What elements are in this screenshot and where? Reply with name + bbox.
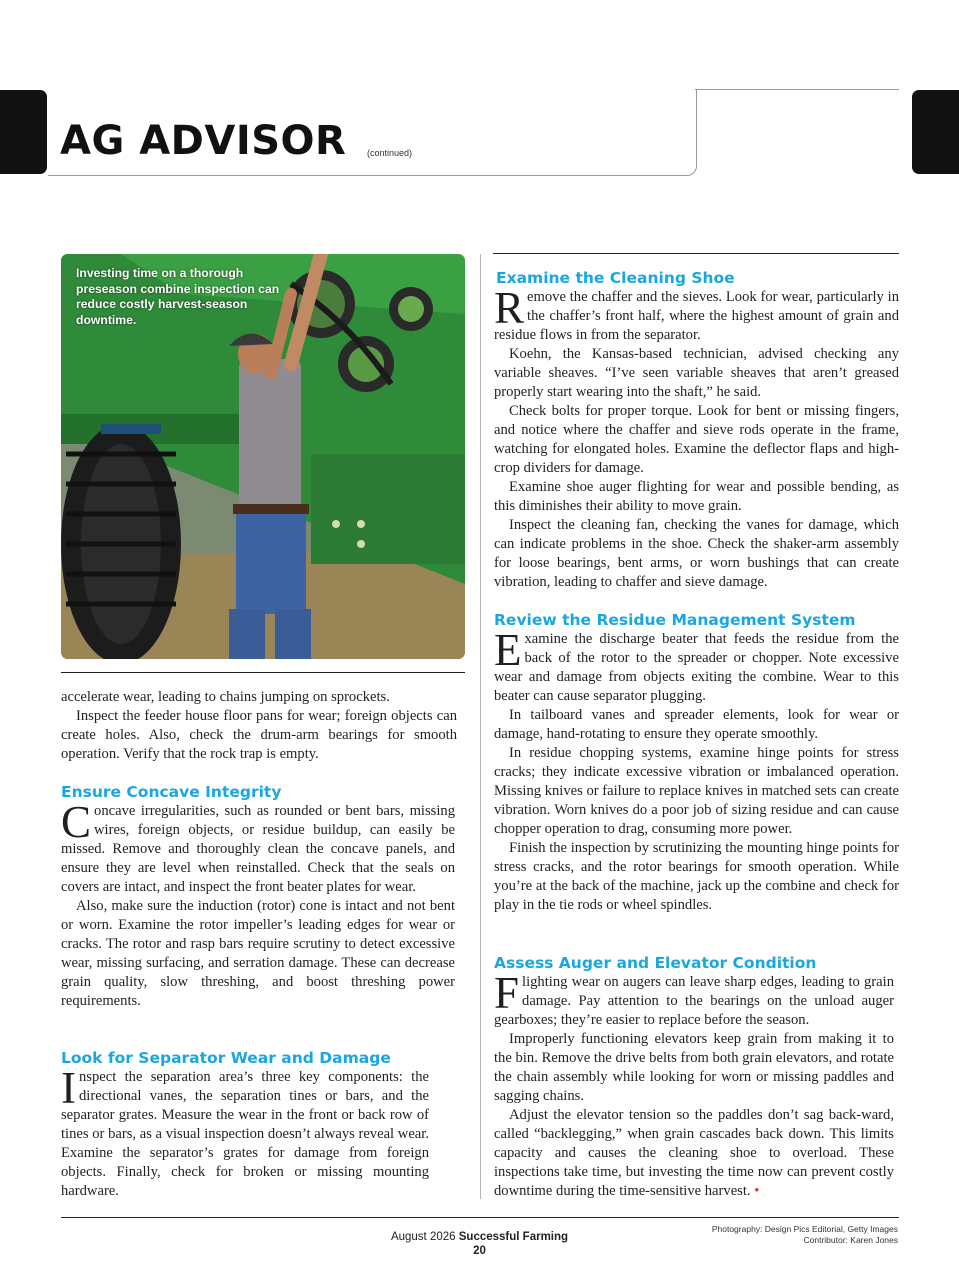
paragraph: emove the chaffer and the sieves. Look for wear, particularly in the chaffer’s front half, where the highest amount of grain and residue flows in from the separator. <box>494 289 899 343</box>
section-cleaning-shoe <box>494 283 899 592</box>
right-column-rule <box>493 253 899 254</box>
photo-credit: Photography: Design Pics Editorial, Getty Images <box>711 1224 898 1234</box>
paragraph: Also, make sure the induction (rotor) cone is intact and not bent or worn. Examine the rotor impeller’s leading edges for wear or cracks. The rotor and rasp bars require scrutiny to detect excessive wear, missing surfacing, and serration damage. These can decrease grain quality, slow threshing, and boost threshing power requirements. <box>61 898 455 1009</box>
photo-caption: Investing time on a thorough preseason combine inspection can reduce costly harvest-season downtime. <box>76 266 280 327</box>
paragraph: xamine the discharge beater that feeds the residue from the back of the rotor to the spreader or chopper. Note excessive wear and damage from objects exiting the combine. Wear to this beater can cause separator plugging. <box>494 631 899 704</box>
paragraph: In residue chopping systems, examine hinge points for stress cracks; they indicate excessive vibration or imbalanced operation. Missing knives or failure to replace knives in matched sets can create vibration. Worn knives do a poor job of sizing residue and can cause chopper operation to drag, consuming more power. <box>494 745 899 837</box>
section-auger <box>494 968 894 1201</box>
footer-magazine: Successful Farming <box>458 1231 569 1243</box>
department-subtitle: (continued) <box>367 148 413 158</box>
section-separator <box>61 1063 429 1201</box>
contributor-credit: Contributor: Karen Jones <box>803 1235 898 1245</box>
paragraph: Koehn, the Kansas-based technician, advised checking any variable sheaves. “I’ve seen variable sheaves that aren’t greased properly start wearing into the shaft,” he said. <box>494 346 899 400</box>
drop-cap: C <box>61 797 92 847</box>
paragraph: nspect the separation area’s three key components: the directional vanes, the separation tines or bars, and the separator grates. Measure the wear in the front or back row of tines or bars, as a visual inspection doesn’t always reveal wear. Examine the separator’s grates for damage from foreign objects. Finally, check for broken or missing mounting hardware. <box>61 1069 429 1199</box>
paragraph: oncave irregularities, such as rounded or bent bars, missing wires, foreign objects, or residue buildup, can easily be missed. Remove and thoroughly clean the concave panels, and ensure they are level when reinstalled. Check that the seals on covers are intact, and inspect the front beater plates for wear. <box>61 803 455 895</box>
heading-concave: Ensure Concave Integrity <box>61 783 282 801</box>
column-divider <box>480 254 481 1199</box>
drop-cap: F <box>494 968 520 1018</box>
paragraph: accelerate wear, leading to chains jumping on sprockets. <box>61 689 390 705</box>
header-frame-top <box>695 89 899 90</box>
combine-photo <box>61 254 465 659</box>
footer-date: August 2026 <box>390 1231 456 1243</box>
paragraph: In tailboard vanes and spreader elements, look for wear or damage, hand-rotating to ensure they operate smoothly. <box>494 707 899 742</box>
footer-rule <box>61 1217 899 1218</box>
heading-separator: Look for Separator Wear and Damage <box>61 1049 391 1067</box>
paragraph: Check bolts for proper torque. Look for bent or missing fingers, and notice where the chaffer and sieve rods operate in the frame, watching for elongated holes. Examine the deflector flaps and high-crop dividers for damage. <box>494 403 899 476</box>
left-continued-text <box>61 688 457 764</box>
section-residue <box>494 625 899 915</box>
heading-cleaning-shoe: Examine the Cleaning Shoe <box>496 269 735 287</box>
heading-auger: Assess Auger and Elevator Condition <box>494 954 817 972</box>
paragraph: lighting wear on augers can leave sharp edges, leading to grain damage. Pay attention to the bearings on the unload auger gearboxes; they’re easier to replace before the season. <box>494 974 894 1028</box>
paragraph: Examine shoe auger flighting for wear and possible bending, as this diminishes their ability to move grain. <box>494 479 899 514</box>
drop-cap: I <box>61 1063 76 1113</box>
credits <box>712 1224 898 1246</box>
header-tab-left <box>0 90 47 174</box>
heading-residue: Review the Residue Management System <box>494 611 856 629</box>
section-concave <box>61 797 455 1011</box>
end-mark: • <box>754 1183 760 1199</box>
paragraph: Inspect the cleaning fan, checking the vanes for damage, which can indicate problems in the shoe. Check the shaker-arm assembly for loose bearings, bent arms, or worn bushings that can create vibration, leading to chaffer and sieve damage. <box>494 517 899 590</box>
paragraph <box>494 1106 894 1201</box>
department-title: AG ADVISOR <box>60 118 347 164</box>
drop-cap: R <box>494 283 525 333</box>
paragraph: Inspect the feeder house floor pans for wear; foreign objects can create holes. Also, check the drum-arm bearings for smooth operation. Verify that the rock trap is empty. <box>61 708 457 762</box>
left-column-rule <box>61 672 465 673</box>
paragraph: Finish the inspection by scrutinizing the mounting hinge points for stress cracks, and the rotor bearings for smooth operation. While you’re at the back of the machine, jack up the combine and check for play in the tie rods or wheel spindles. <box>494 840 899 913</box>
paragraph-text: Adjust the elevator tension so the paddles don’t sag back-ward, called “backlegging,” when grain cascades back down. This limits capacity and causes the cleaning shoe to overload. These inspections take time, but investing the time now can prevent costly downtime during the time-sensitive harvest. <box>494 1107 894 1199</box>
page-number: 20 <box>473 1245 486 1257</box>
header-tab-right <box>912 90 959 174</box>
drop-cap: E <box>494 625 522 675</box>
paragraph: Improperly functioning elevators keep grain from making it to the bin. Remove the drive belts from both grain elevators, and rotate the chain assembly while looking for worn or missing paddles and sagging chains. <box>494 1031 894 1104</box>
